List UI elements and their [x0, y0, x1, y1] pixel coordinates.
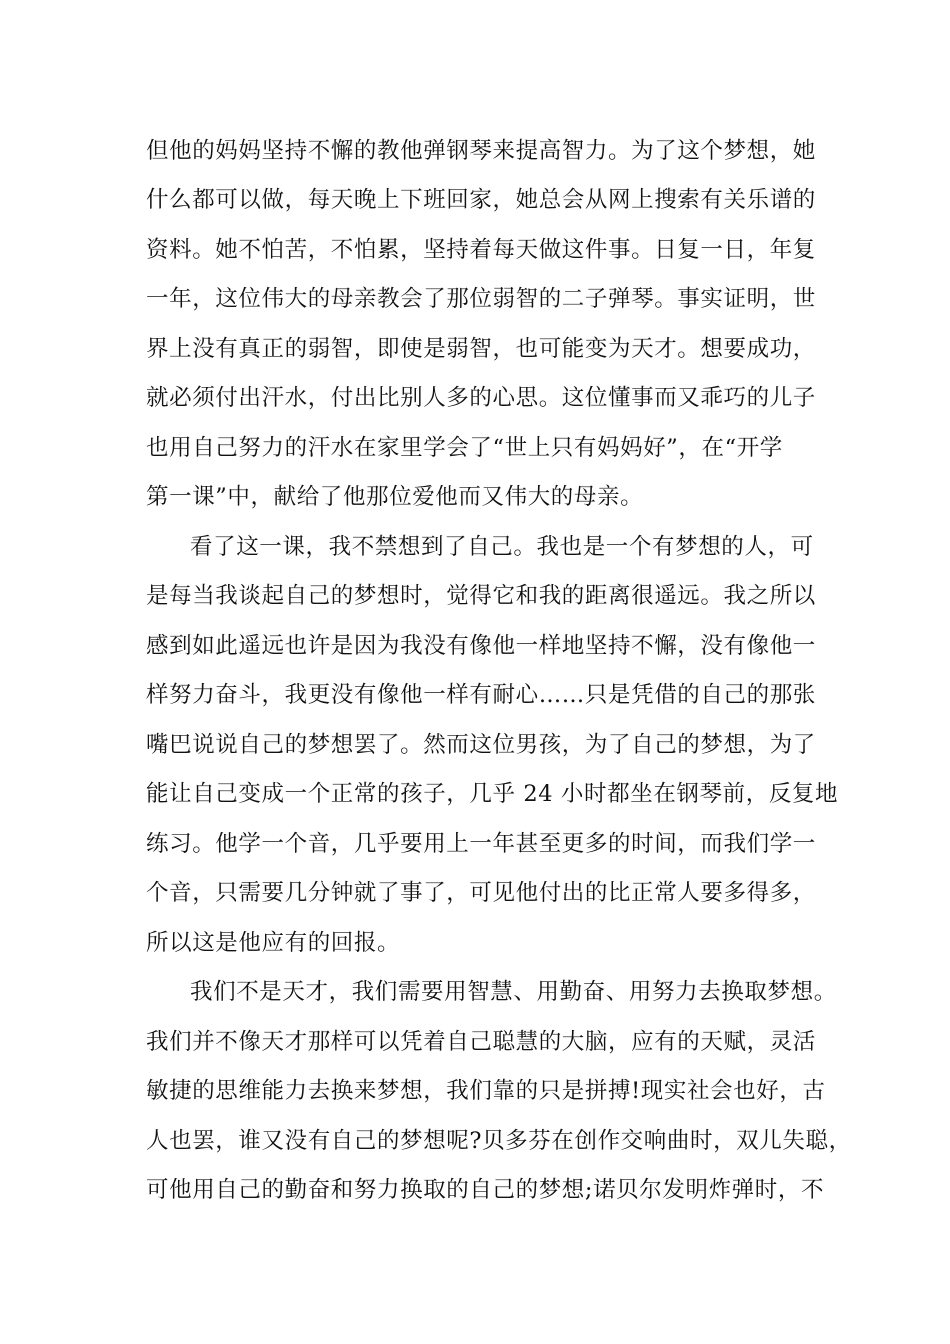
text-line [0, 131, 950, 171]
text-line [0, 576, 950, 616]
text-line [0, 527, 950, 567]
line-text: 个音，只需要几分钟就了事了，可见他付出的比正常人要多得多， [146, 880, 816, 906]
line-text: 界上没有真正的弱智，即使是弱智，也可能变为天才。想要成功， [146, 336, 816, 362]
text-line [0, 873, 950, 913]
line-text: 也用自己努力的汗水在家里学会了“世上只有妈妈好”，在“开学 [146, 435, 783, 461]
line-text: 资料。她不怕苦，不怕累，坚持着每天做这件事。日复一日，年复 [146, 237, 816, 263]
text-line [0, 774, 950, 814]
line-text: 可他用自己的勤奋和努力换取的自己的梦想;诺贝尔发明炸弹时，不 [146, 1177, 825, 1203]
line-text: 人也罢，谁又没有自己的梦想呢?贝多芬在创作交响曲时，双儿失聪， [146, 1128, 852, 1154]
text-line [0, 675, 950, 715]
line-text: 嘴巴说说自己的梦想罢了。然而这位男孩，为了自己的梦想，为了 [146, 732, 816, 758]
line-text: 能让自己变成一个正常的孩子，几乎 24 小时都坐在钢琴前，反复地 [146, 781, 839, 807]
text-line [0, 378, 950, 418]
text-line [0, 1121, 950, 1161]
text-line [0, 230, 950, 270]
text-line [0, 824, 950, 864]
text-line [0, 329, 950, 369]
line-text: 就必须付出汗水，付出比别人多的心思。这位懂事而又乖巧的儿子 [146, 385, 816, 411]
text-line [0, 1170, 950, 1210]
text-line [0, 972, 950, 1012]
text-line [0, 477, 950, 517]
line-text: 看了这一课，我不禁想到了自己。我也是一个有梦想的人，可 [190, 534, 814, 560]
text-line [0, 428, 950, 468]
line-text: 敏捷的思维能力去换来梦想，我们靠的只是拼搏!现实社会也好，古 [146, 1078, 826, 1104]
line-text: 我们不是天才，我们需要用智慧、用勤奋、用努力去换取梦想。 [190, 979, 837, 1005]
line-text: 练习。他学一个音，几乎要用上一年甚至更多的时间，而我们学一 [146, 831, 816, 857]
line-text: 但他的妈妈坚持不懈的教他弹钢琴来提高智力。为了这个梦想，她 [146, 138, 816, 164]
line-text: 我们并不像天才那样可以凭着自己聪慧的大脑，应有的天赋，灵活 [146, 1029, 816, 1055]
line-text: 什么都可以做，每天晚上下班回家，她总会从网上搜索有关乐谱的 [146, 187, 816, 213]
text-line [0, 923, 950, 963]
line-text: 样努力奋斗，我更没有像他一样有耐心……只是凭借的自己的那张 [146, 682, 816, 708]
text-line [0, 1071, 950, 1111]
line-text: 第一课”中，献给了他那位爱他而又伟大的母亲。 [146, 484, 644, 510]
text-line [0, 626, 950, 666]
text-line [0, 279, 950, 319]
line-text: 一年，这位伟大的母亲教会了那位弱智的二子弹琴。事实证明，世 [146, 286, 816, 312]
line-text: 感到如此遥远也许是因为我没有像他一样地坚持不懈，没有像他一 [146, 633, 816, 659]
line-text: 是每当我谈起自己的梦想时，觉得它和我的距离很遥远。我之所以 [146, 583, 816, 609]
text-line [0, 180, 950, 220]
text-line [0, 1022, 950, 1062]
text-line [0, 725, 950, 765]
line-text: 所以这是他应有的回报。 [146, 930, 401, 956]
